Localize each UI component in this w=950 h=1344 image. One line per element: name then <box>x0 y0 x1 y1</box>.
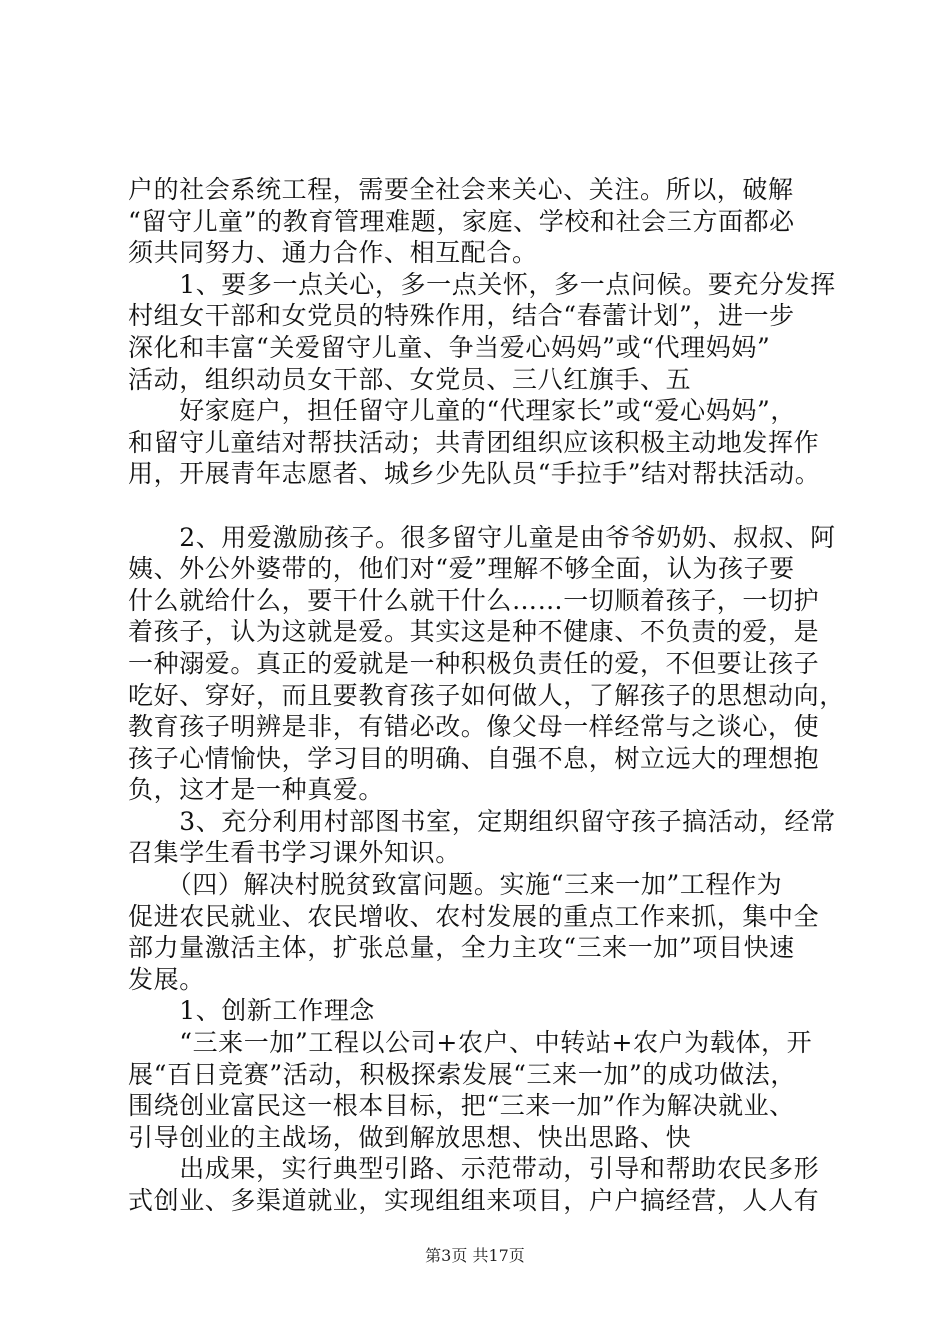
text-line: 召集学生看书学习课外知识。 <box>128 838 461 868</box>
text-line: 围绕创业富民这一根本目标，把“三来一加”作为解决就业、 <box>128 1091 795 1121</box>
text-line: 负，这才是一种真爱。 <box>128 775 385 805</box>
page-number-footer: 第3页 共17页 <box>425 1246 525 1265</box>
text-line: 展“百日竞赛”活动，积极探索发展“三来一加”的成功做法， <box>128 1059 796 1089</box>
text-line: 户的社会系统工程，需要全社会来关心、关注。所以，破解 <box>128 175 794 204</box>
text-line: 用，开展青年志愿者、城乡少先队员“手拉手”结对帮扶活动。 <box>128 459 821 489</box>
text-line: 教育孩子明辨是非，有错必改。像父母一样经常与之谈心，使 <box>128 712 820 742</box>
document-body <box>128 174 848 1217</box>
text-line: 姨、外公外婆带的，他们对“爱”理解不够全面，认为孩子要 <box>128 554 795 584</box>
text-line: 1、要多一点关心，多一点关怀，多一点问候。要充分发挥 <box>128 269 836 299</box>
text-line: 须共同努力、通力合作、相互配合。 <box>128 238 538 268</box>
text-line: 式创业、多渠道就业，实现组组来项目，户户搞经营，人人有 <box>128 1186 820 1215</box>
text-line: 3、充分利用村部图书室，定期组织留守孩子搞活动，经常 <box>128 806 836 836</box>
text-line: 出成果，实行典型引路、示范带动，引导和帮助农民多形 <box>128 1154 820 1184</box>
text-line: 孩子心情愉快，学习目的明确、自强不息，树立远大的理想抱 <box>128 743 820 773</box>
text-line: 促进农民就业、农民增收、农村发展的重点工作来抓，集中全 <box>128 901 820 931</box>
text-line: 深化和丰富“关爱留守儿童、争当爱心妈妈”或“代理妈妈” <box>128 332 771 362</box>
text-line: 2、用爱激励孩子。很多留守儿童是由爷爷奶奶、叔叔、阿 <box>128 522 836 552</box>
text-line: 1、创新工作理念 <box>128 996 375 1026</box>
text-line: 一种溺爱。真正的爱就是一种积极负责任的爱，不但要让孩子 <box>128 648 820 678</box>
text-line: 村组女干部和女党员的特殊作用，结合“春蕾计划”，进一步 <box>128 301 795 331</box>
paragraph-gap <box>128 490 848 522</box>
text-line: 发展。 <box>128 964 205 994</box>
text-line: 着孩子，认为这就是爱。其实这是种不健康、不负责的爱，是 <box>128 617 820 647</box>
text-line: “留守儿童”的教育管理难题，家庭、学校和社会三方面都必 <box>128 206 795 236</box>
text-line: （四）解决村脱贫致富问题。实施“三来一加”工程作为 <box>128 870 783 900</box>
text-line: 部力量激活主体，扩张总量，全力主攻“三来一加”项目快速 <box>128 933 795 963</box>
text-line: 什么就给什么，要干什么就干什么……一切顺着孩子，一切护 <box>128 585 820 615</box>
text-line: 吃好、穿好，而且要教育孩子如何做人，了解孩子的思想动向， <box>128 680 845 710</box>
text-line: 引导创业的主战场，做到解放思想、快出思路、快 <box>128 1122 692 1152</box>
text-line: 和留守儿童结对帮扶活动；共青团组织应该积极主动地发挥作 <box>128 427 820 457</box>
text-line: 好家庭户，担任留守儿童的“代理家长”或“爱心妈妈”， <box>128 396 796 426</box>
text-line: “三来一加”工程以公司+农户、中转站+农户为载体，开 <box>128 1028 813 1058</box>
text-line: 活动，组织动员女干部、女党员、三八红旗手、五 <box>128 364 692 394</box>
